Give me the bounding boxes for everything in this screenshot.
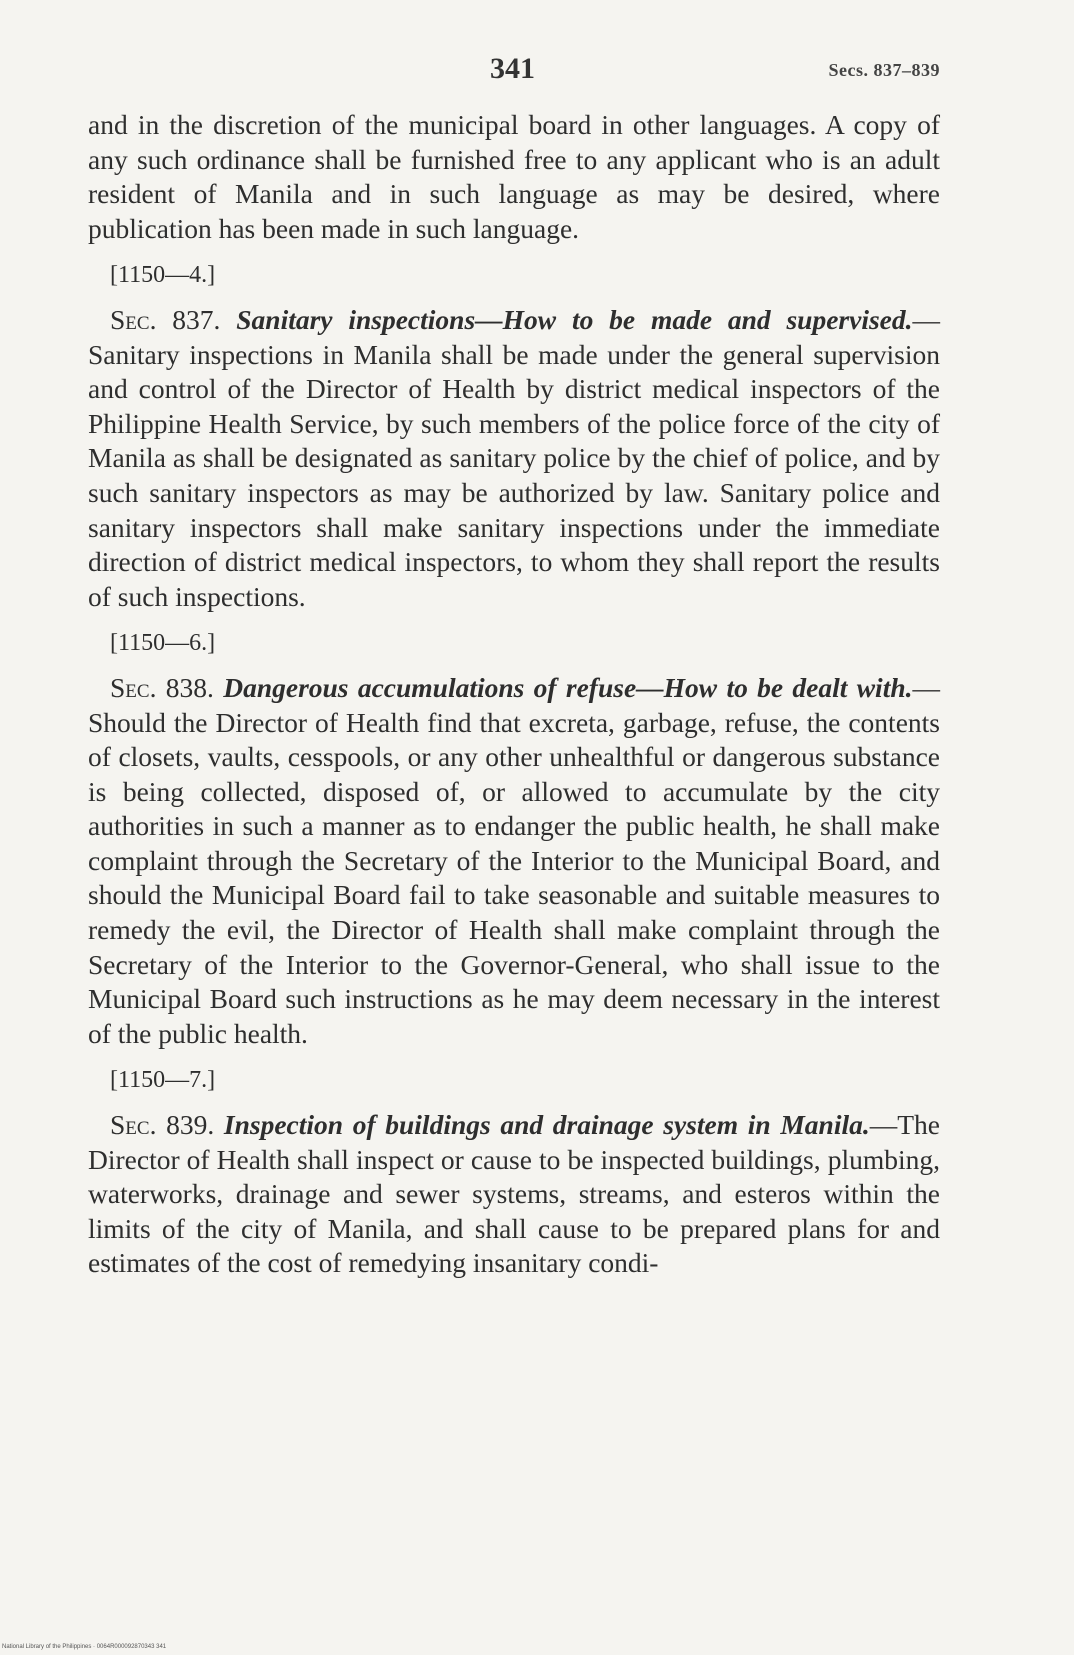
section-heading: Sec. 839.: [110, 1109, 215, 1141]
section-heading: Sec. 837.: [110, 303, 221, 335]
section-body: —The Director of Health shall inspect or cause to be inspected buildings, plumbing, waterworks, drainage and sewer systems, streams, and esteros within the limits of the city of Manila, and shall cause to be prepared plans for and estimates of the cost of remedying insanitary condi-: [88, 1109, 941, 1279]
intro-paragraph: and in the discretion of the municipal board in other languages. A copy of any such ordinance shall be furnished free to any applicant who is an adult resident of Manila and in such language as may be desired, where publication has been made in such language.: [88, 109, 940, 244]
section-title: Inspection of buildings and drainage system in Manila.: [223, 1109, 870, 1141]
source-note: [1150—4.]: [110, 262, 216, 289]
body-text: [88, 108, 940, 1293]
source-note: [1150—6.]: [110, 630, 216, 657]
section-range: Secs. 837–839: [828, 60, 940, 80]
source-note: [1150—7.]: [110, 1067, 216, 1094]
section-body: —Sanitary inspections in Manila shall be made under the general supervision and control of the Director of Health by district medical inspectors of the Philippine Health Service, by such members of the police force of the city of Manila as shall be designated as sanitary police by the chief of police, and by such sanitary inspectors as may be authorized by law. Sanitary police and sanitary inspectors shall make sanitary inspections under the immediate direction of district medical inspectors, to whom they shall report the results of such inspections.: [88, 303, 941, 612]
library-footer: National Library of the Philippines · 0064R000092870343 341: [2, 1644, 167, 1650]
section-837: [88, 303, 940, 614]
section-title: Dangerous accumulations of refuse—How to be dealt with.: [223, 671, 913, 703]
section-838: [88, 671, 940, 1052]
page-number: 341: [490, 52, 535, 85]
section-body: —Should the Director of Health find that excreta, garbage, refuse, the contents of closets, vaults, cesspools, or any other unhealthful or dangerous substance is being collected, disposed of, or allowed to accumulate by the city authorities in such a manner as to endanger the public health, he shall make complaint through the Secretary of the Interior to the Municipal Board, and should the Municipal Board fail to take seasonable and suitable measures to remedy the evil, the Director of Health shall make complaint through the Secretary of the Interior to the Governor-General, who shall issue to the Municipal Board such instructions as he may deem necessary in the interest of the public health.: [88, 671, 941, 1049]
page-header: [90, 52, 940, 92]
section-839: [88, 1108, 940, 1281]
section-title: Sanitary inspections—How to be made and supervised.: [236, 303, 913, 335]
section-heading: Sec. 838.: [110, 671, 214, 703]
